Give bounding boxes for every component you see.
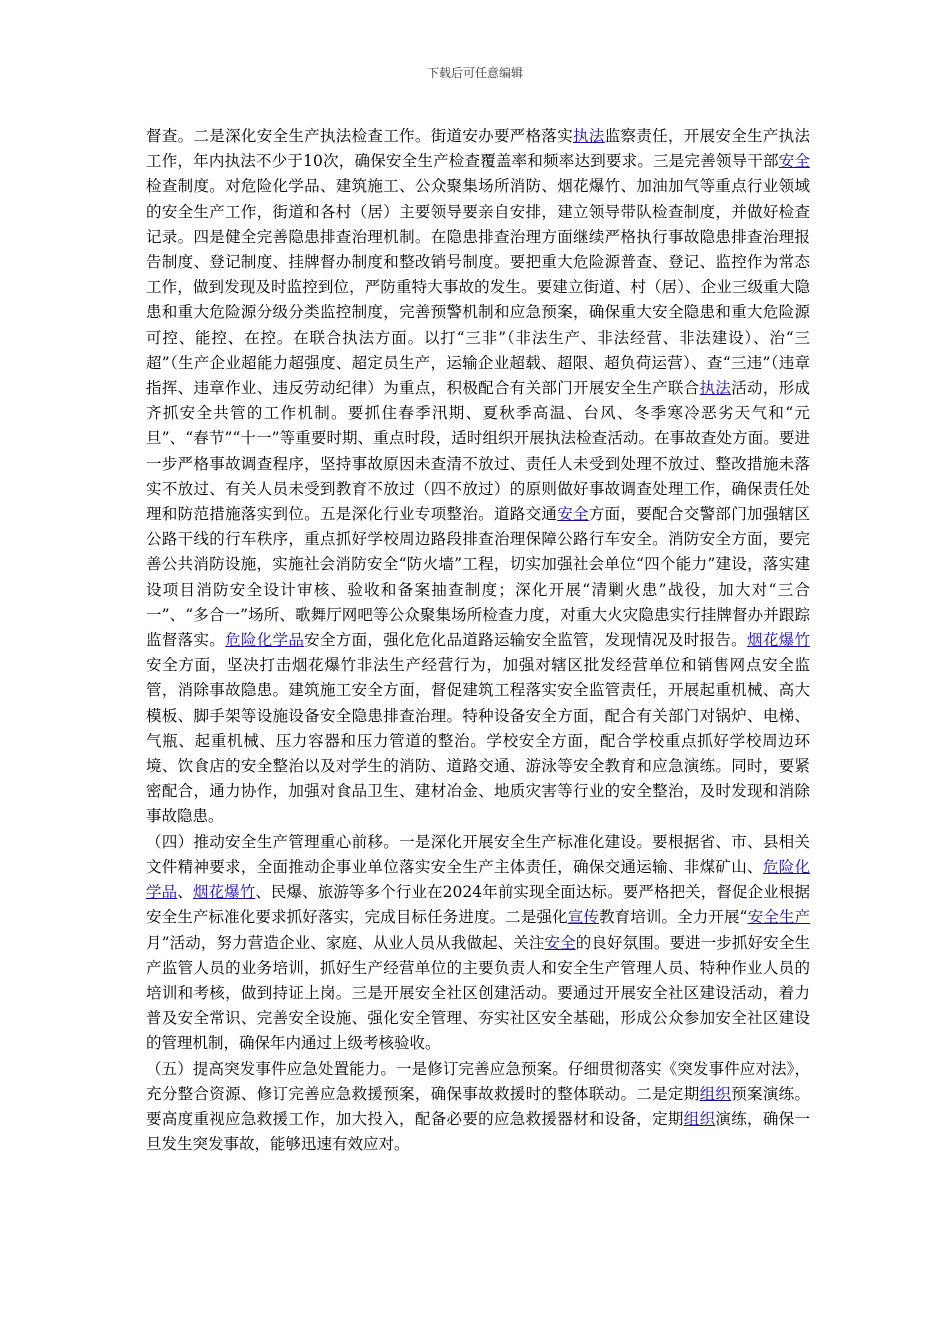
text-segment: 演练，确保一旦发生突发事故，能够迅速有效应对。 [146, 1109, 810, 1154]
hyperlink[interactable]: 组织 [699, 1084, 732, 1103]
text-segment: 预案演练。要高度重视应急救援工作，加大投入，配备必要的应急救援器材和设备，定期 [146, 1084, 810, 1128]
text-segment: 检查制度。对危险化学品、建筑施工、公众聚集场所消防、烟花爆竹、加油加气等重点行业领域的安全生产工作，街道和各村（居）主要领导要亲自安排，建立领导带队检查制度，并做好检查记录。四是健全完善隐患排查治理机制。在隐患排查治理方面继续严格执行事故隐患排查治理报告制度、登记制度、挂牌督办制度和整改销号制度。要把重大危险源普查、登记、监控作为常态工作，做到发现及时监控到位，严防重特大事故的发生。要建立街道、村（居）、企业三级重大隐患和重大危险源分级分类监控制度，完善预警机制和应急预案，确保重大安全隐患和重大危险源可控、能控、在控。在联合执法方面。以打“三非”（非法生产、非法经营、非法建设）、治“三超”（生产企业超能力超强度、超定员生产，运输企业超载、超限、超负荷运营）、查“三违”（违章指挥、违章作业、违反劳动纪律）为重点，积极配合有关部门开展安全生产联合 [146, 177, 810, 398]
text-segment: 活动，形成齐抓安全共管的工作机制。要抓住春季汛期、夏秋季高温、台风、冬季寒冷恶劣天气和“元旦”、“春节”“十一”等重要时期、重点时段，适时组织开展执法检查活动。在事故查处方面。要进一步严格事故调查程序，坚持事故原因未查清不放过、责任人未受到处理不放过、整改措施未落实不放过、有关人员未受到教育不放过（四不放过）的原则做好事故调查处理工作，确保责任处理和防范措施落实到位。五是深化行业专项整治。道路交通 [146, 379, 810, 524]
text-segment: （四）推动安全生产管理重心前移。一是深化开展安全生产标准化建设。要根据省、市、县相关文件精神要求，全面推动企事业单位落实安全生产主体责任，确保交通运输、非煤矿山、 [146, 832, 810, 876]
hyperlink[interactable]: 危险化学品 [225, 631, 305, 650]
hyperlink[interactable]: 安全 [544, 933, 576, 952]
hyperlink[interactable]: 宣传 [567, 908, 599, 927]
hyperlink[interactable]: 组织 [683, 1109, 716, 1128]
text-segment: 安全方面，强化危化品道路运输安全监管，发现情况及时报告。 [304, 631, 747, 650]
text-segment: 、民爆、旅游等多个行业在2024年前实现全面达标。要严格把关，督促企业根据安全生产标准化要求抓好落实，完成目标任务进度。二是强化 [146, 883, 810, 927]
page-header: 下载后可任意编辑 [426, 66, 523, 80]
text-segment: 月”活动，努力营造企业、家庭、从业人员从我做起、关注 [146, 933, 545, 952]
hyperlink[interactable]: 安全生产 [747, 908, 810, 927]
text-segment: 的良好氛围。要进一步抓好安全生产监管人员的业务培训，抓好生产经营单位的主要负责人和安全生产管理人员、特种作业人员的培训和考核，做到持证上岗。三是开展安全社区创建活动。要通过开展安全社区建设活动，着力普及安全常识、完善安全设施、强化安全管理、夯实社区安全基础，形成公众参加安全社区建设的管理机制，确保年内通过上级考核验收。 [146, 933, 810, 1053]
hyperlink[interactable]: 安全 [778, 152, 810, 171]
text-segment: 督查。二是深化安全生产执法检查工作。街道安办要严格落实 [146, 127, 574, 145]
document-body [146, 124, 810, 1157]
hyperlink[interactable]: 烟花爆竹 [747, 631, 810, 650]
paragraph [146, 124, 810, 830]
hyperlink[interactable]: 执法 [699, 379, 732, 398]
text-segment: 教育培训。全力开展“ [598, 908, 748, 927]
paragraph [146, 1057, 810, 1158]
text-segment: 监察责任，开展安全生产执法工作，年内执法不少于10次，确保安全生产检查覆盖率和频率达到要求。三是完善领导干部 [146, 127, 810, 171]
text-segment: 方面，要配合交警部门加强辖区公路干线的行车秩序，重点抓好学校周边路段排查治理保障公路行车安全。消防安全方面，要完善公共消防设施，实施社会消防安全“防火墙”工程，切实加强社会单位“四个能力”建设，落实建设项目消防安全设计审核、验收和备案抽查制度；深化开展“清剿火患”战役，加大对“三合一”、“多合一”场所、歌舞厅网吧等公众聚集场所检查力度，对重大火灾隐患实行挂牌督办并跟踪监督落实。 [146, 505, 810, 650]
hyperlink[interactable]: 烟花爆竹 [192, 883, 256, 902]
text-segment: 安全方面，坚决打击烟花爆竹非法生产经营行为，加强对辖区批发经营单位和销售网点安全监管，消除事故隐患。建筑施工安全方面，督促建筑工程落实安全监管责任，开展起重机械、高大模板、脚手架等设施设备安全隐患排查治理。特种设备安全方面，配合有关部门对锅炉、电梯、气瓶、起重机械、压力容器和压力管道的整治。学校安全方面，配合学校重点抓好学校周边环境、饮食店的安全整治以及对学生的消防、道路交通、游泳等安全教育和应急演练。同时，要紧密配合，通力协作，加强对食品卫生、建材冶金、地质灾害等行业的安全整治，及时发现和消除事故隐患。 [146, 656, 810, 826]
hyperlink[interactable]: 执法 [573, 127, 605, 145]
text-segment: （五）提高突发事件应急处置能力。一是修订完善应急预案。仔细贯彻落实《突发事件应对法》，充分整合资源、修订完善应急救援预案，确保事故救援时的整体联动。二是定期 [146, 1059, 810, 1103]
hyperlink[interactable]: 危险化学品 [146, 857, 810, 902]
paragraph [146, 830, 810, 1057]
hyperlink[interactable]: 安全 [557, 505, 589, 524]
text-segment: 、 [177, 883, 193, 902]
